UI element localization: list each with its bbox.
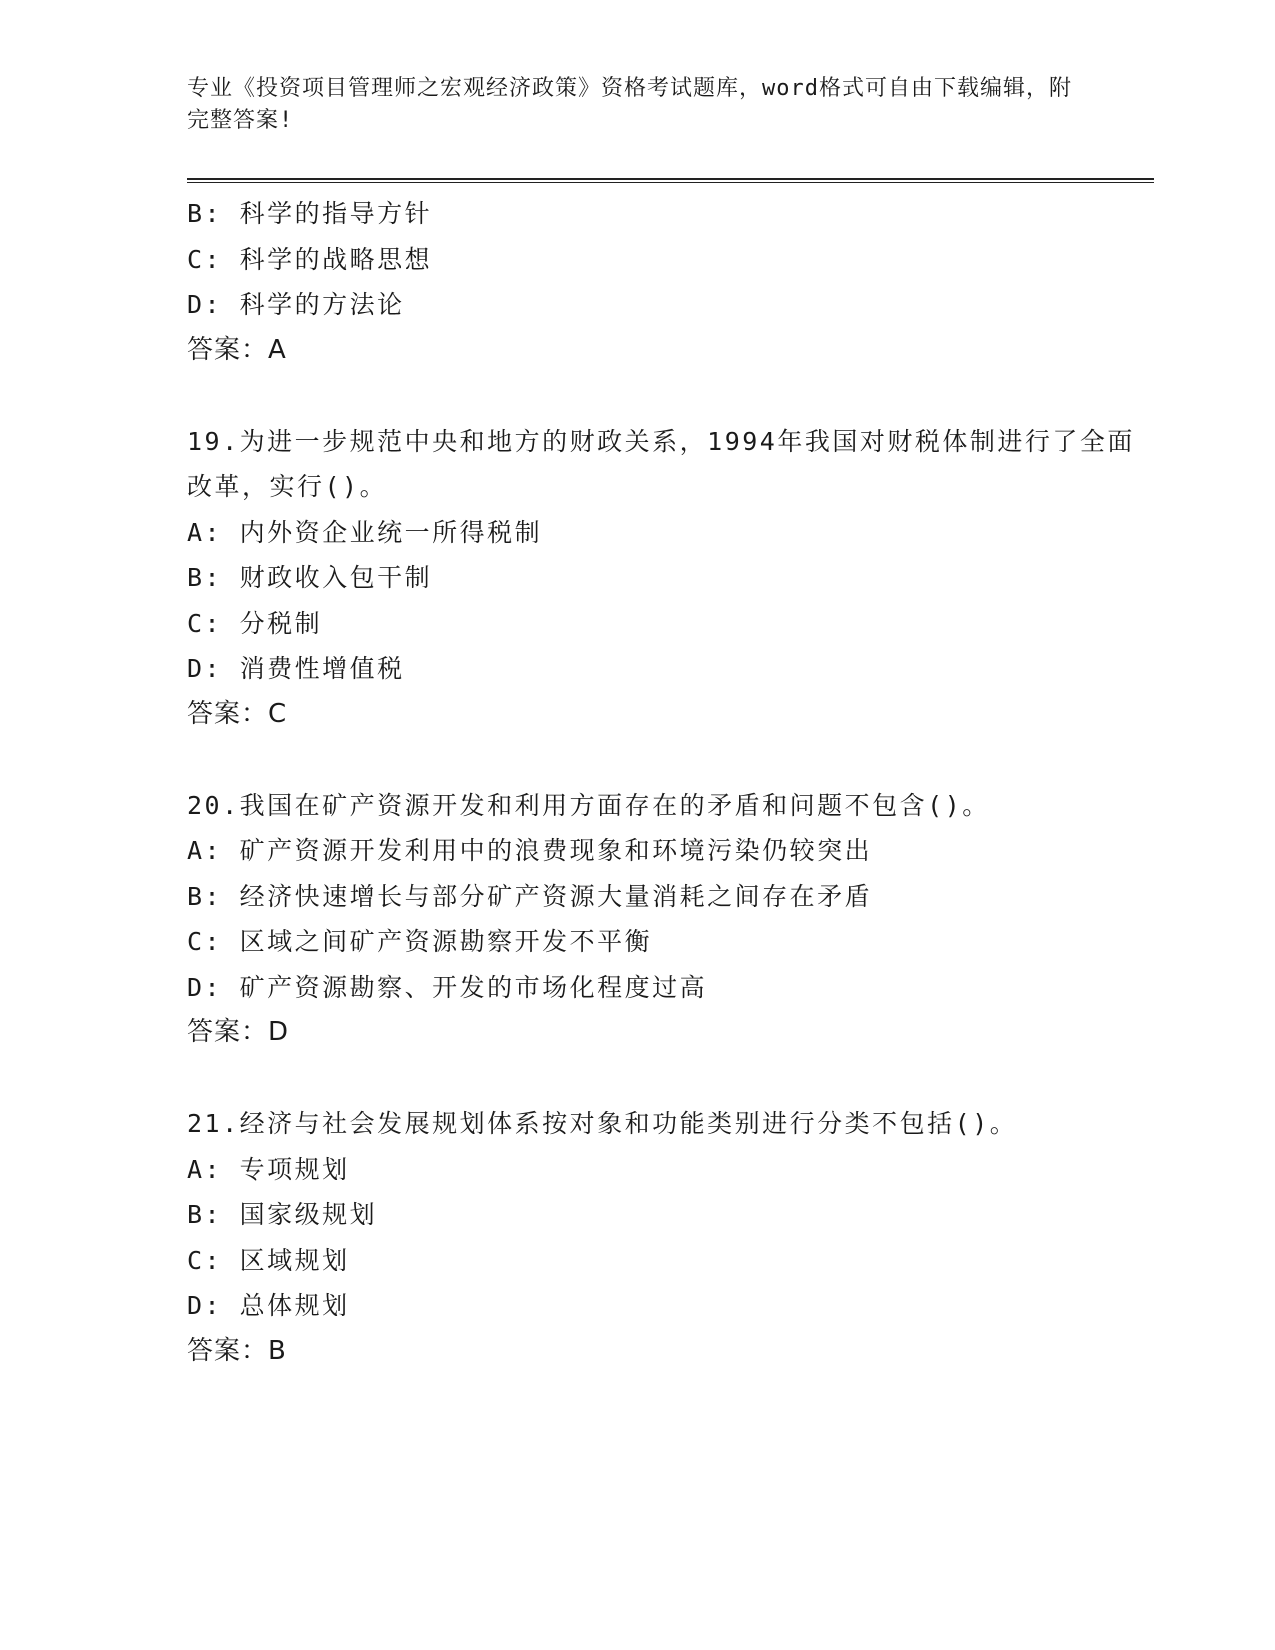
answer-line: 答案：B (187, 1335, 287, 1366)
option-d: D: 总体规划 (187, 1291, 350, 1320)
answer-line: 答案：C (187, 698, 288, 729)
document-header: 专业《投资项目管理师之宏观经济政策》资格考试题库，word格式可自由下载编辑，附完整答案! (187, 76, 1072, 133)
question-stem: 19.为进一步规范中央和地方的财政关系，1994年我国对财税体制进行了全面改革，实行()。 (187, 426, 1135, 501)
question-list (187, 191, 1147, 1374)
option-c: C: 科学的战略思想 (187, 244, 433, 274)
question-21 (187, 1101, 1147, 1374)
header-divider (187, 178, 1154, 183)
option-d: D: 矿产资源勘察、开发的市场化程度过高 (187, 972, 708, 1002)
option-c: C: 区域之间矿产资源勘察开发不平衡 (187, 927, 653, 956)
question-stem: 21.经济与社会发展规划体系按对象和功能类别进行分类不包括()。 (187, 1109, 1018, 1138)
option-b: B: 经济快速增长与部分矿产资源大量消耗之间存在矛盾 (187, 881, 873, 911)
option-b: B: 国家级规划 (187, 1200, 378, 1229)
option-a: A: 矿产资源开发利用中的浪费现象和环境污染仍较突出 (187, 836, 873, 865)
question-19 (187, 419, 1147, 738)
spacer (187, 1056, 1147, 1102)
option-a: A: 内外资企业统一所得税制 (187, 517, 543, 547)
previous-question-tail (187, 191, 1147, 373)
answer-line: 答案：D (187, 1017, 290, 1047)
option-c: C: 分税制 (187, 608, 323, 638)
answer-line: 答案：A (187, 334, 287, 365)
option-d: D: 科学的方法论 (187, 290, 405, 319)
option-c: C: 区域规划 (187, 1245, 350, 1275)
question-stem: 20.我国在矿产资源开发和利用方面存在的矛盾和问题不包含()。 (187, 790, 990, 820)
spacer (187, 373, 1147, 419)
option-b: B: 科学的指导方针 (187, 199, 433, 228)
option-a: A: 专项规划 (187, 1154, 350, 1184)
option-b: B: 财政收入包干制 (187, 563, 433, 592)
spacer (187, 737, 1147, 783)
question-20 (187, 783, 1147, 1056)
option-d: D: 消费性增值税 (187, 654, 405, 683)
